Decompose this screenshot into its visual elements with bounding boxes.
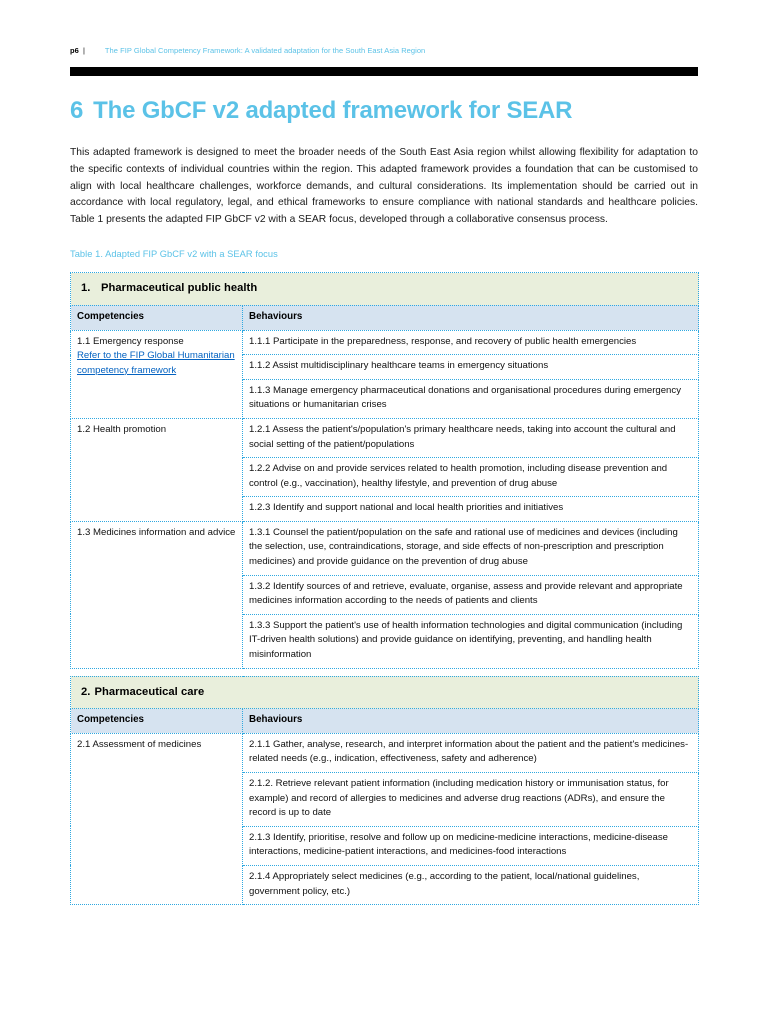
competency-framework-table: [70, 272, 699, 905]
competency-label: 1.1 Emergency response: [77, 335, 184, 347]
behaviour-cell: 2.1.3 Identify, prioritise, resolve and follow up on medicine-medicine interactions, medicine-disease interactions, medicine-patient interactions, and medicines-food interactions: [243, 826, 699, 865]
header-rule: [70, 67, 698, 76]
behaviour-cell: 1.1.1 Participate in the preparedness, response, and recovery of public health emergencies: [243, 330, 699, 355]
behaviour-cell: 2.1.2. Retrieve relevant patient information (including medication history or immunisation status, for example) and record of allergies to medicines and adverse drug reactions (ADRs), and ensure the record is up to date: [243, 773, 699, 827]
behaviour-cell: 1.2.3 Identify and support national and local health priorities and initiatives: [243, 497, 699, 522]
table-group-header-row: [71, 676, 699, 709]
behaviour-cell: 2.1.4 Appropriately select medicines (e.g., according to the patient, local/national guidelines, government policy, etc.): [243, 865, 699, 904]
competency-cell: [71, 330, 243, 418]
table-caption: Table 1. Adapted FIP GbCF v2 with a SEAR focus: [70, 249, 278, 260]
table-column-header-row: [71, 709, 699, 734]
table-group-header-row: [71, 273, 699, 306]
table-group-spacer: [71, 668, 699, 676]
running-header-title: The FIP Global Competency Framework: A validated adaptation for the South East Asia Region: [104, 46, 426, 55]
header-separator: |: [82, 46, 85, 55]
group-header-cell: [71, 273, 699, 306]
section-title: The GbCF v2 adapted framework for SEAR: [93, 97, 573, 124]
competency-label: 1.2 Health promotion: [77, 423, 167, 435]
humanitarian-framework-link[interactable]: Refer to the FIP Global Humanitarian competency framework: [77, 350, 235, 376]
column-header-behaviours: Behaviours: [243, 305, 699, 330]
running-header: [70, 0, 698, 60]
page-number: p6: [70, 46, 79, 55]
behaviour-cell: 1.3.2 Identify sources of and retrieve, evaluate, organise, assess and provide relevant and appropriate medicines information according to the needs of patients and clients: [243, 575, 699, 614]
competency-label: 2.1 Assessment of medicines: [77, 738, 202, 750]
behaviour-cell: 1.2.1 Assess the patient's/population's primary healthcare needs, taking into account the cultural and social setting of the patient/populations: [243, 418, 699, 457]
group-title: Pharmaceutical care: [94, 685, 205, 698]
spacer-cell: [71, 668, 699, 676]
table-row: [71, 418, 699, 457]
competency-cell: [71, 521, 243, 668]
section-number: 6: [70, 97, 84, 124]
table-row: [71, 521, 699, 575]
table-column-header-row: [71, 305, 699, 330]
group-number: 1.: [81, 282, 91, 295]
behaviour-cell: 1.1.2 Assist multidisciplinary healthcare teams in emergency situations: [243, 355, 699, 380]
group-number: 2.: [81, 685, 91, 698]
behaviour-cell: 2.1.1 Gather, analyse, research, and interpret information about the patient and the patient's medicines-related needs (e.g., indication, effectiveness, safety and adherence): [243, 733, 699, 772]
group-header-cell: [71, 676, 699, 709]
behaviour-cell: 1.2.2 Advise on and provide services related to health promotion, including disease prevention and control (e.g., vaccination), healthy lifestyle, and prevention of drug abuse: [243, 458, 699, 497]
behaviour-cell: 1.1.3 Manage emergency pharmaceutical donations and organisational procedures during emergency situations or humanitarian crises: [243, 379, 699, 418]
competency-cell: [71, 733, 243, 904]
competency-cell: [71, 418, 243, 521]
group-title: Pharmaceutical public health: [101, 282, 258, 295]
column-header-competencies: Competencies: [71, 305, 243, 330]
competency-label: 1.3 Medicines information and advice: [77, 526, 236, 538]
column-header-behaviours: Behaviours: [243, 709, 699, 734]
table-row: [71, 330, 699, 355]
column-header-competencies: Competencies: [71, 709, 243, 734]
table-row: [71, 733, 699, 772]
intro-paragraph: This adapted framework is designed to meet the broader needs of the South East Asia region whilst allowing flexibility for adaptation to the specific contexts of individual countries within the region. This adapted framework provides a foundation that can be customised to align with local healthcare challenges, workforce demands, and cultural considerations. Its implementation should be carried out in accordance with local regulatory, legal, and ethical frameworks to ensure compliance with national standards and healthcare policies. Table 1 presents the adapted FIP GbCF v2 with a SEAR focus, developed through a collaborative consensus process.: [70, 147, 698, 225]
behaviour-cell: 1.3.3 Support the patient's use of health information technologies and digital communication (including IT-driven health solutions) and provide guidance on identifying, preventing, and handling health misinformation: [243, 614, 699, 668]
behaviour-cell: 1.3.1 Counsel the patient/population on the safe and rational use of medicines and devices (including the selection, use, contraindications, storage, and side effects of non-prescription and prescription medicines) and provide guidance on the prevention of drug abuse: [243, 521, 699, 575]
page-title: [70, 98, 698, 124]
